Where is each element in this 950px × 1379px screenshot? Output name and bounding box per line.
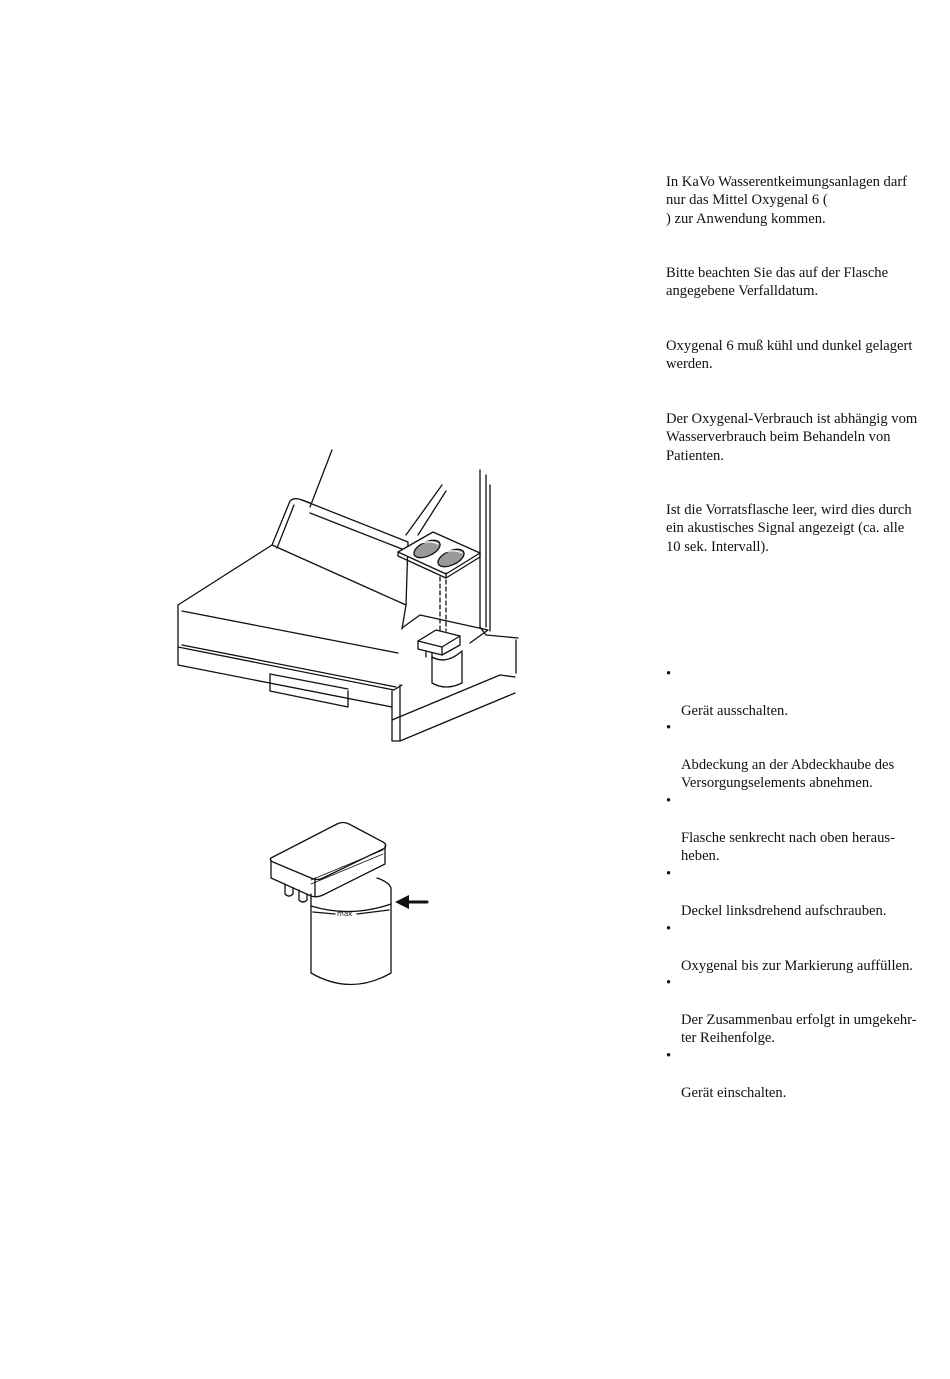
bullet-icon: • <box>666 720 672 736</box>
supply-unit-illustration <box>170 445 530 745</box>
step-text: Deckel linksdrehend aufschrauben. <box>681 902 887 919</box>
intro-paragraph: Ist die Vorratsflasche leer, wird dies durch ein akustisches Signal angezeigt (ca. alle 10 sek. Intervall). <box>666 502 912 555</box>
step-text: Oxygenal bis zur Markierung auffüllen. <box>681 957 913 974</box>
step-item <box>666 719 946 792</box>
max-marking-label: max <box>337 910 353 918</box>
bullet-icon: • <box>666 866 672 882</box>
intro-paragraph: Der Oxygenal-Verbrauch ist abhängig vom Wasserverbrauch beim Behandeln von Patienten. <box>666 411 918 464</box>
intro-paragraph: In KaVo Wasserentkeimungsanlagen darf nur das Mittel Oxygenal 6 ( ) zur Anwendung kommen. <box>666 174 908 227</box>
step-item <box>666 1047 946 1102</box>
step-item <box>666 665 946 720</box>
bullet-icon: • <box>666 666 672 682</box>
step-item <box>666 792 946 865</box>
step-item <box>666 865 946 920</box>
step-text: Der Zusammenbau erfolgt in umgekehr- ter Reihenfolge. <box>681 1011 917 1046</box>
bullet-icon: • <box>666 921 672 937</box>
step-text: Gerät einschalten. <box>681 1084 787 1101</box>
bottle-illustration <box>265 818 435 990</box>
intro-paragraph: Oxygenal 6 muß kühl und dunkel gelagert werden. <box>666 338 913 373</box>
bullet-icon: • <box>666 1048 672 1064</box>
step-text: Abdeckung an der Abdeckhaube des Versorgungselements abnehmen. <box>681 756 895 791</box>
step-item <box>666 920 946 975</box>
intro-paragraph: Bitte beachten Sie das auf der Flasche angegebene Verfalldatum. <box>666 265 889 300</box>
step-text: Gerät ausschalten. <box>681 702 788 719</box>
bullet-icon: • <box>666 793 672 809</box>
step-item <box>666 974 946 1047</box>
step-text: Flasche senkrecht nach oben heraus- heben. <box>681 829 895 864</box>
bullet-icon: • <box>666 975 672 991</box>
